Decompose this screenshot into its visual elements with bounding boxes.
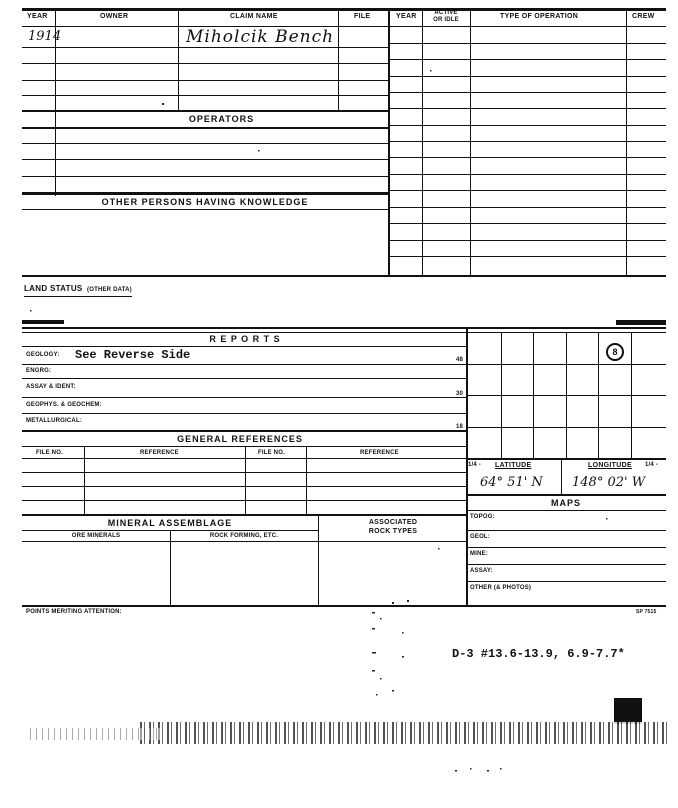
reports-title: R E P O R T S (209, 334, 281, 344)
side-number-30: 30 (456, 391, 464, 397)
associated-rock-types-header: ASSOCIATED ROCK TYPES (368, 519, 418, 535)
claim-name-entry: Miholcik Bench (186, 27, 335, 47)
reference-header-2: REFERENCE (360, 450, 399, 456)
annotation-text: D-3 #13.6-13.9, 6.9-7.7* (452, 647, 625, 661)
mine-label: MINE: (470, 551, 488, 557)
operation-type-header: TYPE OF OPERATION (500, 13, 579, 20)
points-meriting-attention-label: POINTS MERITING ATTENTION: (26, 609, 122, 615)
crew-header: CREW (632, 13, 655, 20)
file-no-header-1: FILE NO. (36, 450, 63, 456)
latitude-label: LATITUDE (495, 462, 532, 469)
mineral-assemblage-title: MINERAL ASSEMBLAGE (107, 518, 233, 528)
latitude-value: 64° 51' N (480, 475, 543, 490)
geol-label: GEOL: (470, 534, 490, 540)
maps-title: MAPS (550, 498, 581, 508)
scan-noise-band (140, 722, 668, 744)
form-number: SP 7515 (636, 609, 657, 615)
reference-header-1: REFERENCE (140, 450, 179, 456)
engrg-label: ENGRG: (26, 368, 52, 374)
claim-name-header: CLAIM NAME (230, 13, 278, 20)
ops-year-header: YEAR (396, 13, 417, 20)
latitude-prefix: 1/4 - (468, 462, 482, 468)
geophys-label: GEOPHYS. & GEOCHEM: (26, 402, 102, 408)
longitude-label: LONGITUDE (588, 462, 632, 469)
other-photos-label: OTHER (& PHOTOS) (470, 585, 532, 591)
scan-block (614, 698, 642, 724)
side-number-48: 48 (456, 357, 464, 363)
file-no-header-2: FILE NO. (258, 450, 285, 456)
longitude-value: 148° 02' W (572, 475, 646, 490)
claim-year-entry: 1914 (28, 29, 62, 44)
owner-header: OWNER (100, 13, 129, 20)
file-header: FILE (354, 13, 371, 20)
assay-label: ASSAY & IDENT: (26, 384, 76, 390)
land-status-label: LAND STATUS (OTHER DATA) (24, 278, 132, 297)
scan-noise-fade (30, 728, 160, 740)
ore-minerals-header: ORE MINERALS (71, 533, 121, 539)
general-references-title: GENERAL REFERENCES (177, 434, 303, 444)
grid-mark: 8 (606, 343, 624, 361)
operators-title: OPERATORS (188, 114, 255, 124)
claims-year-header: YEAR (27, 13, 48, 20)
longitude-suffix: 1/4 - (645, 462, 659, 468)
topog-label: TOPOG: (470, 514, 495, 520)
geology-value: See Reverse Side (75, 348, 191, 362)
active-idle-header: ACTIVE OR IDLE (433, 10, 459, 23)
assay-map-label: ASSAY: (470, 568, 493, 574)
rock-forming-header: ROCK FORMING, ETC. (209, 533, 279, 539)
knowledge-title: OTHER PERSONS HAVING KNOWLEDGE (101, 197, 309, 207)
metallurgical-label: METALLURGICAL: (26, 418, 83, 424)
side-number-18: 18 (456, 424, 464, 430)
geology-label: GEOLOGY: (26, 352, 60, 358)
